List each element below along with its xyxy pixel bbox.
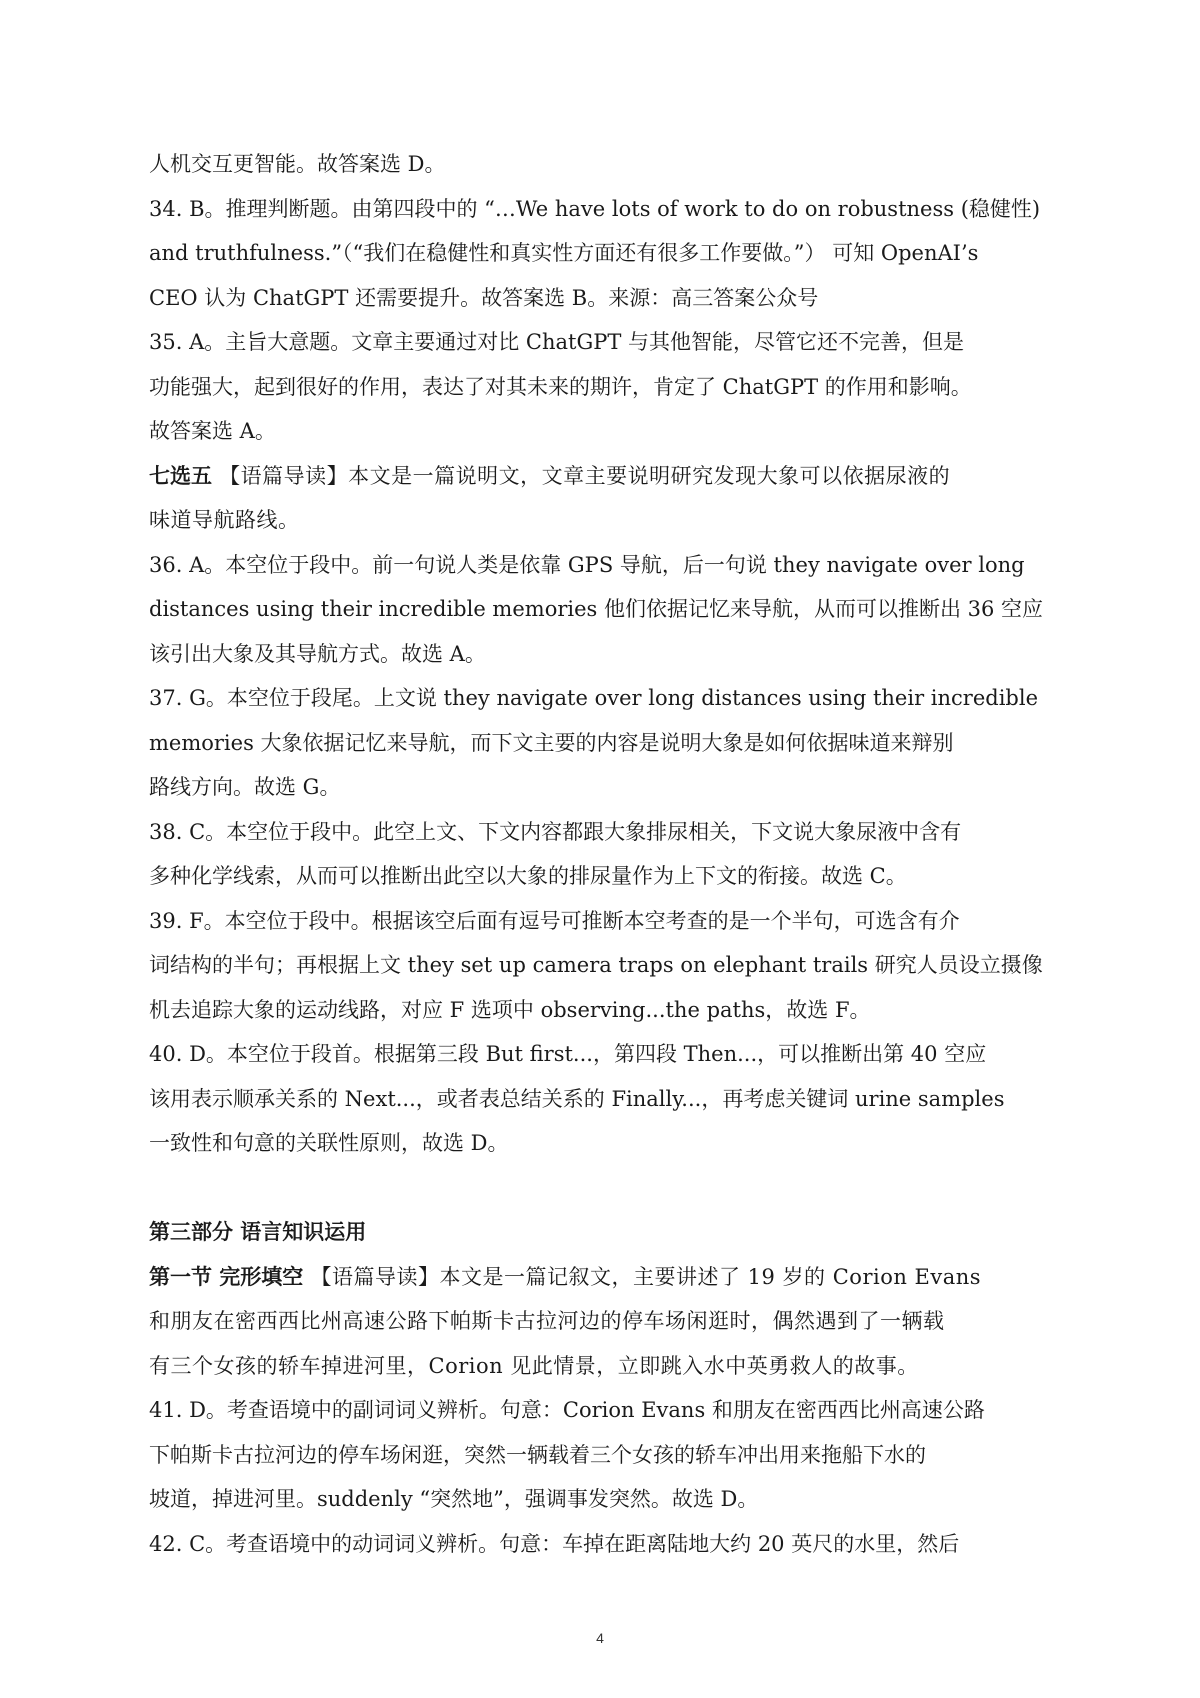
section-cloze	[149, 1255, 1059, 1300]
text-line: 人机交互更智能。故答案选 D。	[149, 152, 446, 176]
document-body	[149, 142, 1059, 1566]
text-line: 该用表示顺承关系的 Next...，或者表总结关系的 Finally...，再考虑关键词 urine samples	[149, 1086, 1005, 1111]
text-line: 多种化学线索，从而可以推断出此空以大象的排尿量作为上下文的衔接。故选 C。	[149, 864, 907, 888]
section-seven-choose-five	[149, 454, 1059, 499]
reading-guide-text: 味道导航路线。	[149, 508, 300, 532]
page-number: 4	[596, 1630, 604, 1646]
reading-guide-text: 【语篇导读】本文是一篇记叙文，主要讲述了 19 岁的 Corion Evans	[303, 1264, 982, 1289]
answer-39-line: 39. F。本空位于段中。根据该空后面有逗号可推断本空考查的是一个半句，可选含有介	[149, 908, 960, 933]
reading-guide-text: 有三个女孩的轿车掉进河里，Corion 见此情景，立即跳入水中英勇救人的故事。	[149, 1353, 919, 1378]
part-three-heading: 第三部分 语言知识运用	[149, 1219, 367, 1244]
text-line: memories 大象依据记忆来导航，而下文主要的内容是说明大象是如何依据味道来辩别	[149, 730, 954, 755]
answer-37-line: 37. G。本空位于段尾。上文说 they navigate over long distances using their incredible	[149, 686, 1038, 710]
answer-42-line: 42. C。考查语境中的动词词义辨析。句意：车掉在距离陆地大约 20 英尺的水里，然后	[149, 1531, 960, 1556]
answer-38-line: 38. C。本空位于段中。此空上文、下文内容都跟大象排尿相关，下文说大象尿液中含有	[149, 819, 962, 844]
text-line: distances using their incredible memories 他们依据记忆来导航，从而可以推断出 36 空应	[149, 597, 1044, 621]
paragraph-gap	[149, 1166, 1059, 1211]
text-line: 该引出大象及其导航方式。故选 A。	[149, 641, 486, 666]
text-line: 一致性和句意的关联性原则，故选 D。	[149, 1131, 509, 1155]
text-line: 机去追踪大象的运动线路，对应 F 选项中 observing...the paths，故选 F。	[149, 997, 871, 1022]
text-line: CEO 认为 ChatGPT 还需要提升。故答案选 B。来源：高三答案公众号	[149, 285, 819, 310]
section-heading: 七选五	[149, 462, 212, 488]
text-line: 词结构的半句；再根据上文 they set up camera traps on elephant trails 研究人员设立摄像	[149, 953, 1043, 977]
text-line: 故答案选 A。	[149, 419, 276, 443]
answer-35-line: 35. A。主旨大意题。文章主要通过对比 ChatGPT 与其他智能，尽管它还不完善，但是	[149, 330, 965, 354]
section-heading: 第一节 完形填空	[149, 1263, 304, 1289]
answer-40-line: 40. D。本空位于段首。根据第三段 But first...，第四段 Then...，可以推断出第 40 空应	[149, 1042, 987, 1066]
text-line: 路线方向。故选 G。	[149, 775, 341, 799]
answer-41-line: 41. D。考查语境中的副词词义辨析。句意：Corion Evans 和朋友在密西西比州高速公路	[149, 1398, 985, 1422]
reading-guide-text: 【语篇导读】本文是一篇说明文，文章主要说明研究发现大象可以依据尿液的	[212, 463, 951, 488]
answer-34-line: 34. B。推理判断题。由第四段中的 “…We have lots of work to do on robustness (稳健性)	[149, 196, 1041, 221]
text-line: 坡道，掉进河里。suddenly “突然地”，强调事发突然。故选 D。	[149, 1487, 759, 1511]
text-line: and truthfulness.”（“我们在稳健性和真实性方面还有很多工作要做。”） 可知 OpenAI’s	[149, 241, 979, 265]
reading-guide-text: 和朋友在密西西比州高速公路下帕斯卡古拉河边的停车场闲逛时，偶然遇到了一辆载	[149, 1309, 945, 1333]
text-line: 下帕斯卡古拉河边的停车场闲逛，突然一辆载着三个女孩的轿车冲出用来拖船下水的	[149, 1442, 926, 1467]
answer-36-line: 36. A。本空位于段中。前一句说人类是依靠 GPS 导航，后一句说 they navigate over long	[149, 552, 1025, 577]
text-line: 功能强大，起到很好的作用，表达了对其未来的期许，肯定了 ChatGPT 的作用和影响。	[149, 374, 972, 399]
